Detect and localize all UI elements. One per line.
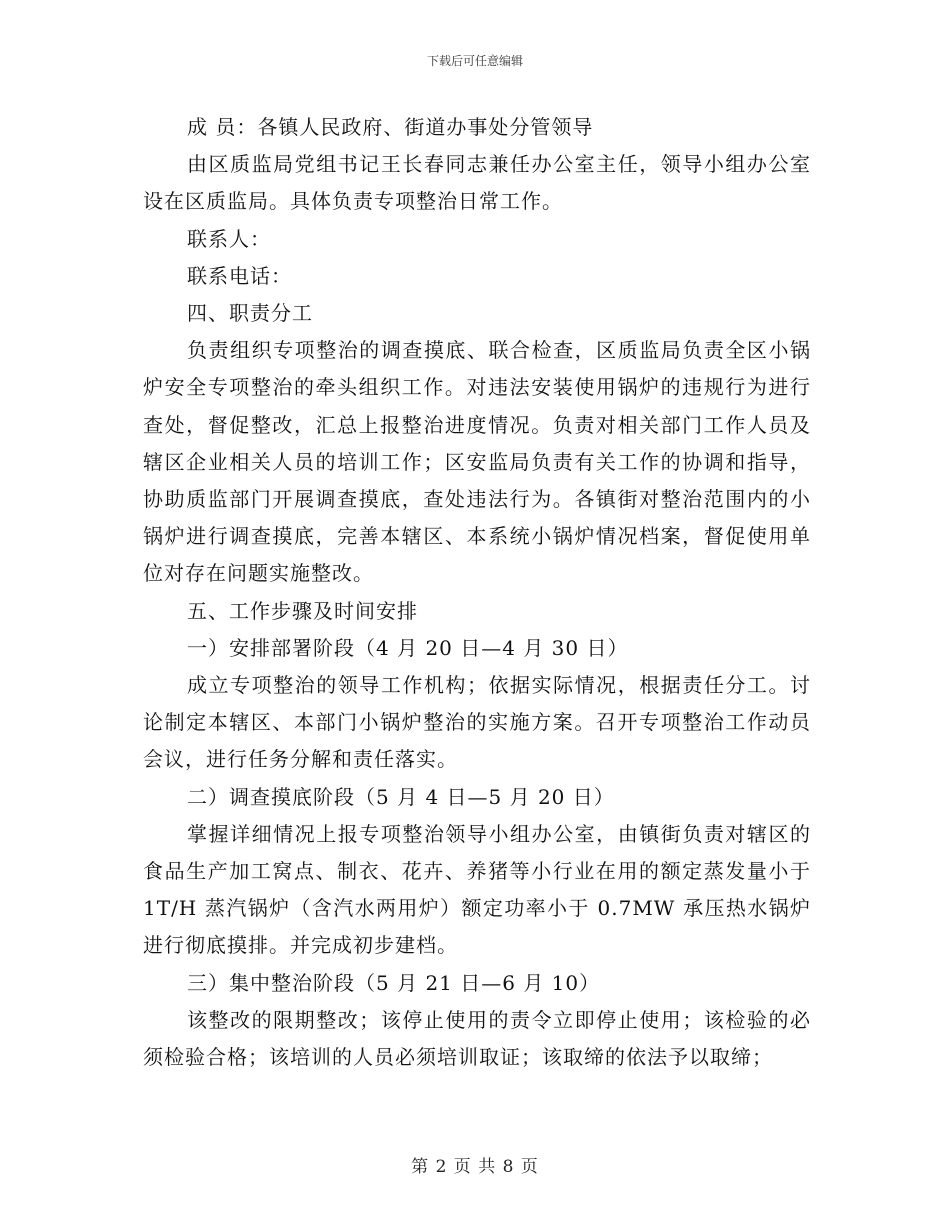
paragraph-duties: 负责组织专项整治的调查摸底、联合检查，区质监局负责全区小锅炉安全专项整治的牵头组织工作。对违法安装使用锅炉的违规行为进行查处，督促整改，汇总上报整治进度情况。负责对相关部门工作人员及辖区企业相关人员的培训工作；区安监局负责有关工作的协调和指导，协助质监部门开展调查摸底，查处违法行为。各镇街对整治范围内的小锅炉进行调查摸底，完善本辖区、本系统小锅炉情况档案，督促使用单位对存在问题实施整改。 [143, 338, 811, 586]
paragraph-phase-2: 掌握详细情况上报专项整治领导小组办公室，由镇街负责对辖区的食品生产加工窝点、制衣、花卉、养猪等小行业在用的额定蒸发量小于 1T/H 蒸汽锅炉（含汽水两用炉）额定功率小于 0.7MW 承压热水锅炉进行彻底摸排。并完成初步建档。 [143, 821, 811, 958]
paragraph-contact: 联系人： [187, 226, 271, 251]
subheading-phase-2: 二）调查摸底阶段（5 月 4 日—5 月 20 日） [187, 784, 615, 809]
page-header: 下载后可任意编辑 [426, 54, 523, 68]
section-heading-duties: 四、职责分工 [187, 301, 313, 326]
document-body [143, 109, 811, 1076]
section-heading-steps: 五、工作步骤及时间安排 [187, 598, 418, 623]
paragraph-members: 成 员：各镇人民政府、街道办事处分管领导 [187, 115, 594, 139]
subheading-phase-3: 三）集中整治阶段（5 月 21 日—6 月 10） [187, 970, 601, 995]
paragraph-office: 由区质监局党组书记王长春同志兼任办公室主任，领导小组办公室设在区质监局。具体负责专项整治日常工作。 [143, 152, 811, 214]
paragraph-phase-3: 该整改的限期整改；该停止使用的责令立即停止使用；该检验的必须检验合格；该培训的人员必须培训取证；该取缔的依法予以取缔； [143, 1007, 811, 1070]
page-footer: 第 2 页 共 8 页 [411, 1157, 539, 1177]
subheading-phase-1: 一）安排部署阶段（4 月 20 日—4 月 30 日） [187, 635, 629, 660]
paragraph-phase-1: 成立专项整治的领导工作机构；依据实际情况，根据责任分工。讨论制定本辖区、本部门小锅炉整治的实施方案。召开专项整治工作动员会议，进行任务分解和责任落实。 [143, 673, 811, 772]
paragraph-phone: 联系电话： [187, 263, 292, 288]
